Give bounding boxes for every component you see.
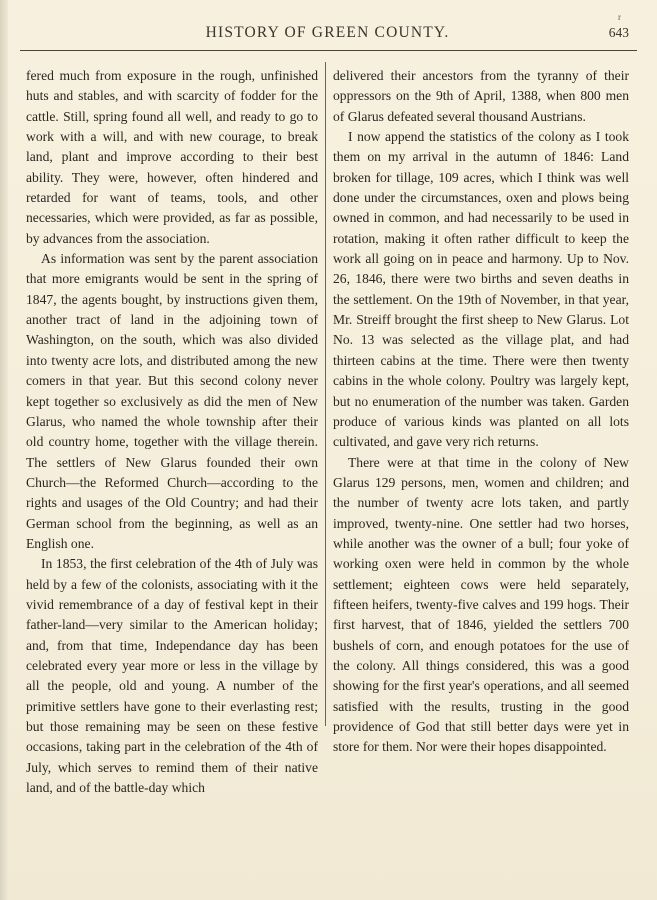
right-column [333, 66, 629, 758]
paragraph: As information was sent by the parent association that more emigrants would be sent in the spring of 1847, the agents bought, by instructions given them, another tract of land in the adjoining town of Washington, on the south, which was also divided into twenty acre lots, and distributed among the new comers in that year. But this second colony never kept together so exclusively as did the men of New Glarus, who named the whole township after their old country home, together with the village therein. The settlers of New Glarus founded their own Church—the Reformed Church—according to the rights and usages of the Old Country; and had their German school from the beginning, as well as an English one. [26, 251, 318, 551]
folio-mark: r [618, 12, 621, 22]
column-divider [325, 62, 326, 726]
paragraph: delivered their ancestors from the tyranny of their oppressors on the 9th of April, 1388, when 800 men of Glarus defeated several thousand Austrians. [333, 68, 629, 124]
page-number: 643 [608, 25, 629, 40]
page-edge-shadow [0, 0, 8, 900]
left-column [26, 66, 318, 798]
paragraph: In 1853, the first celebration of the 4th of July was held by a few of the colonists, associating with it the vivid remembrance of a day of festival kept in their father-land—very similar to the American holiday; and, from that time, Independance day has been celebrated every year more or less in the village by all the people, old and young. A number of the primitive settlers have gone to their everlasting rest; but those remaining may be seen on these festive occasions, taking part in the celebration of the 4th of July, which serves to remind them of their native land, and of the battle-day which [26, 556, 318, 796]
running-head [26, 12, 629, 46]
running-title: HISTORY OF GREEN COUNTY. [205, 24, 450, 41]
paragraph: I now append the statistics of the colony as I took them on my arrival in the autumn of 1846: Land broken for tillage, 109 acres, which I think was well done under the circumstances, oxen and plows being owned in common, and had necessarily to be used in rotation, making it often rather difficult to keep the work all going on in peace and harmony. Up to Nov. 26, 1846, there were two births and seven deaths in the settlement. On the 19th of November, in that year, Mr. Streiff brought the first sheep to New Glarus. Lot No. 13 was selected as the village plat, and had thirteen cabins at the time. There were then twenty cabins in the whole colony. Poultry was largely kept, but no enumeration of the number was taken. Garden produce of various kinds was planted on all lots cultivated, and gave very rich returns. [333, 129, 629, 450]
paragraph: fered much from exposure in the rough, unfinished huts and stables, and with scarcity of fodder for the cattle. Still, spring found all well, and ready to go to work with a will, and with new courage, to break land, plant and improve according to their best ability. They were, however, often hindered and retarded for want of teams, tools, and other necessaries, which were provided, as far as possible, by advances from the association. [26, 68, 318, 246]
header-rule [20, 50, 637, 51]
paragraph: There were at that time in the colony of New Glarus 129 persons, men, women and children; and the number of twenty acre lots taken, and partly improved, twenty-nine. One settler had two horses, while another was the owner of a bull; four yoke of working oxen were held in common by the whole settlement; eighteen cows were held separately, fifteen heifers, twenty-five calves and 199 hogs. Their first harvest, that of 1846, yielded the settlers 700 bushels of corn, and enough potatoes for the use of the colony. All things considered, this was a good showing for the first year's operations, and all seemed satisfied with the results, trusting in the good providence of God that still better days were yet in store for them. Nor were their hopes disappointed. [333, 454, 629, 755]
